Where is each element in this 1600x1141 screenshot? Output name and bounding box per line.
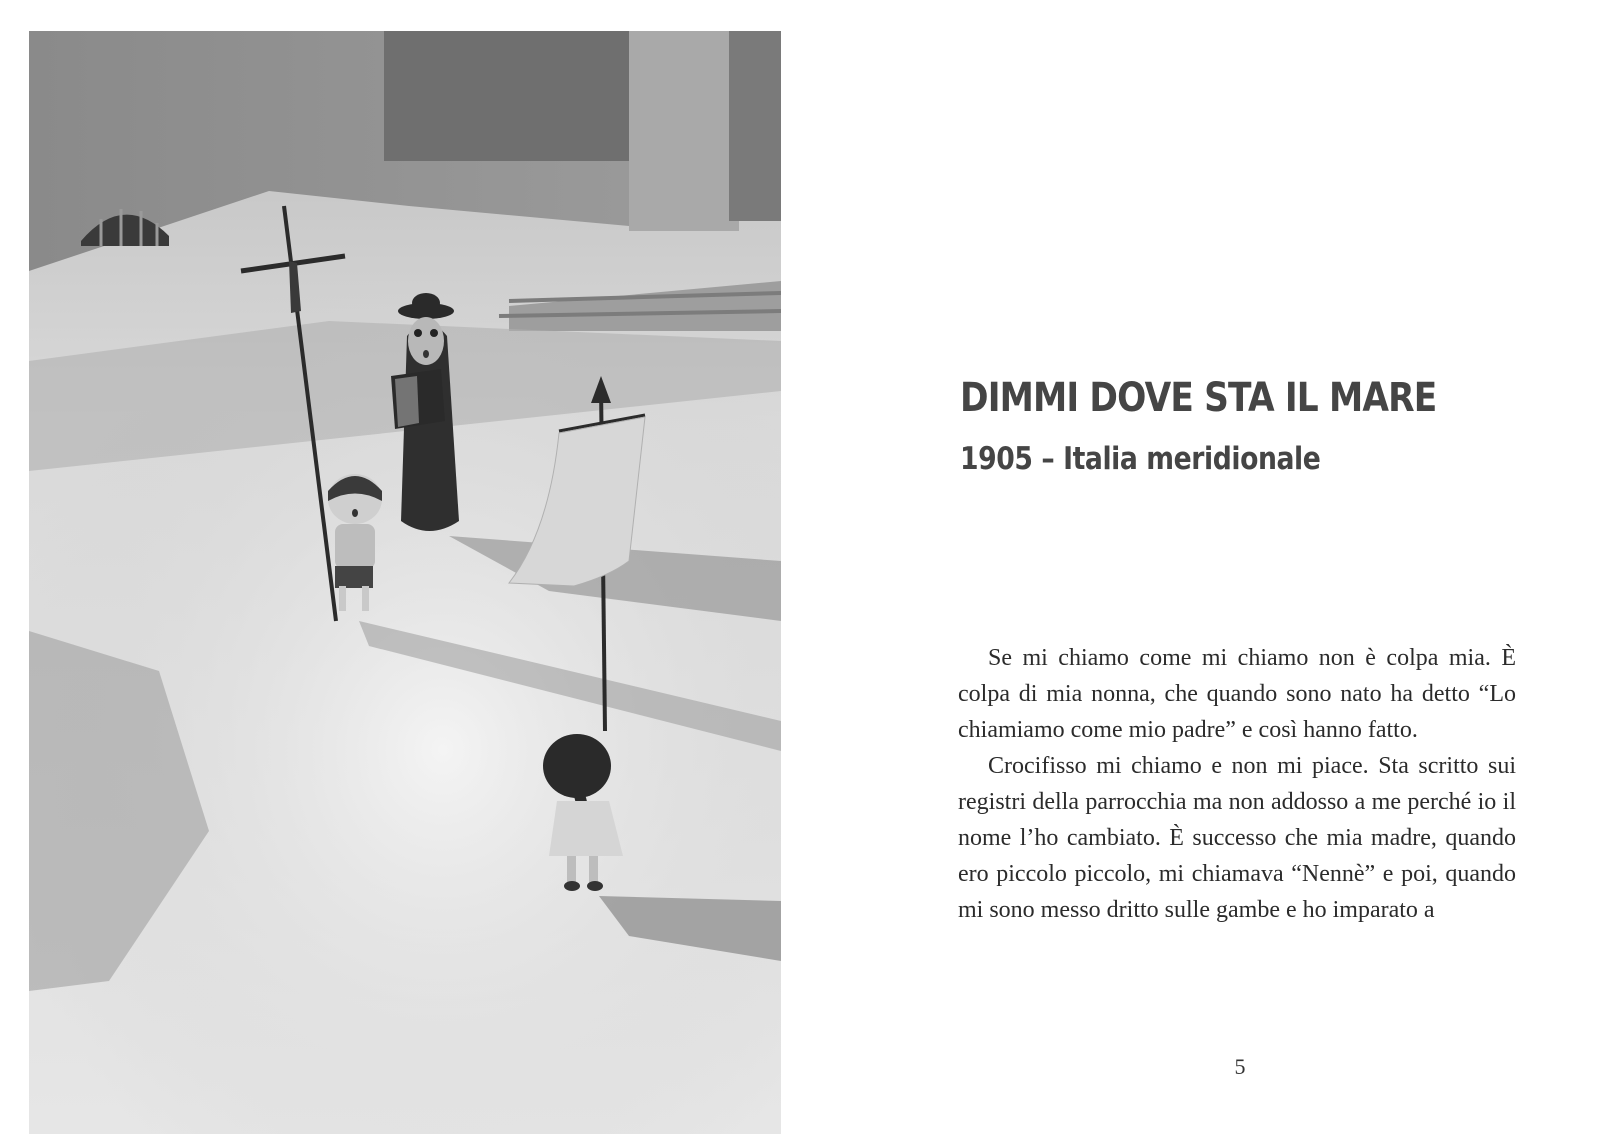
procession-illustration-svg: [29, 31, 781, 1134]
body-text: [958, 640, 1516, 928]
paragraph: Crocifisso mi chiamo e non mi piace. Sta scritto sui registri della parrocchia ma non addosso a me perché io il nome l’ho cambiato. È successo che mia madre, quando ero piccolo piccolo, mi chiamava “Nennè” e poi, quando mi sono messo dritto sulle gambe e ho imparato a: [958, 753, 1516, 923]
chapter-subtitle: 1905 – Italia meridionale: [960, 441, 1321, 477]
dark-doorway: [384, 31, 629, 161]
paragraph: Se mi chiamo come mi chiamo non è colpa mia. È colpa di mia nonna, che quando sono nato ha detto “Lo chiamiamo come mio padre” e così hanno fatto.: [958, 645, 1516, 743]
pillar: [729, 31, 781, 221]
illustration-procession: [29, 31, 781, 1134]
text-page: [800, 0, 1600, 1141]
column: [629, 31, 739, 231]
chapter-title: DIMMI DOVE STA IL MARE: [960, 375, 1437, 421]
page-number: 5: [1234, 1054, 1246, 1079]
